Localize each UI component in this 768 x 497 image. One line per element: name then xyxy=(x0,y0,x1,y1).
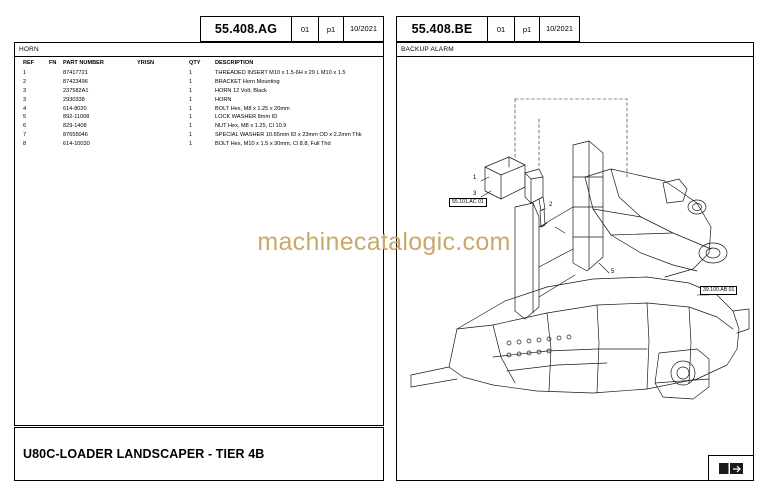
cell-ref: 3 xyxy=(23,96,27,103)
book-arrow-icon xyxy=(717,460,745,476)
loader-frame-drawing xyxy=(397,57,753,462)
cell-ref: 8 xyxy=(23,140,27,147)
cell-ref: 6 xyxy=(23,123,27,130)
cell-qty: 1 xyxy=(189,79,193,86)
cell-description: BOLT Hex, M10 x 1.5 x 30mm, Cl 8.8, Full Thd xyxy=(215,140,331,147)
cell-ref: 5 xyxy=(23,114,27,121)
cell-fn xyxy=(49,78,63,87)
cell-fn xyxy=(49,130,63,139)
cell-yrisn xyxy=(137,78,189,87)
left-header-block xyxy=(200,16,384,42)
cell-description: NUT Hex, M8 x 1.25, Cl 10.9 xyxy=(215,123,287,130)
parts-table xyxy=(15,60,383,148)
cell-yrisn xyxy=(137,130,189,139)
table-row xyxy=(15,69,383,78)
figure-item-number: 1 xyxy=(473,175,477,181)
cell-part-number: 237582A1 xyxy=(63,87,89,94)
left-header-revision: 01 xyxy=(291,17,318,41)
left-section-title: HORN xyxy=(19,46,39,53)
left-header-date: 10/2021 xyxy=(343,17,383,41)
cell-description: BOLT Hex, M8 x 1.25 x 20mm xyxy=(215,105,290,112)
cell-ref: 1 xyxy=(23,70,27,77)
cell-qty: 1 xyxy=(189,131,193,138)
cell-part-number: 87423496 xyxy=(63,79,88,86)
cell-part-number: 829-1408 xyxy=(63,123,87,130)
table-row xyxy=(15,95,383,104)
cell-fn xyxy=(49,104,63,113)
cell-description: HORN xyxy=(215,96,232,103)
cell-ref: 7 xyxy=(23,131,27,138)
cell-ref: 3 xyxy=(23,87,27,94)
cell-qty: 1 xyxy=(189,123,193,130)
cell-qty: 1 xyxy=(189,105,193,112)
table-row xyxy=(15,87,383,96)
cell-ref: 2 xyxy=(23,79,27,86)
cell-fn xyxy=(49,69,63,78)
cell-qty: 1 xyxy=(189,114,193,121)
cell-yrisn xyxy=(137,95,189,104)
table-row xyxy=(15,122,383,131)
callout-reference-55-101-ac-01[interactable]: 55.101.AC 01 xyxy=(449,198,487,207)
right-header-revision: 01 xyxy=(487,17,514,41)
figure-area xyxy=(397,57,753,462)
cell-yrisn xyxy=(137,139,189,148)
table-row xyxy=(15,78,383,87)
col-header-qty: QTY xyxy=(189,60,201,66)
cell-yrisn xyxy=(137,87,189,96)
cell-fn xyxy=(49,122,63,131)
cell-part-number: 2930338 xyxy=(63,96,85,103)
document-title-bar xyxy=(14,427,384,481)
page-title: U80C-LOADER LANDSCAPER - TIER 4B xyxy=(23,447,265,461)
left-title-divider xyxy=(15,56,383,57)
figure-item-number: 3 xyxy=(473,191,477,197)
col-header-ref: REF xyxy=(23,60,35,66)
table-row xyxy=(15,113,383,122)
cell-ref: 4 xyxy=(23,105,27,112)
cell-part-number: 87417721 xyxy=(63,70,88,77)
right-section-title: BACKUP ALARM xyxy=(401,46,454,53)
right-header-block xyxy=(396,16,580,42)
callout-reference-39-100-ab-01[interactable]: 39.100.AB 01 xyxy=(700,286,737,295)
cell-fn xyxy=(49,139,63,148)
manual-reference-icon-box[interactable] xyxy=(708,455,754,481)
cell-part-number: 87655046 xyxy=(63,131,88,138)
cell-description: THREADED INSERT M10 x 1.5-6H x 29 L M10 x 1.5 xyxy=(215,70,346,77)
cell-qty: 1 xyxy=(189,96,193,103)
table-row xyxy=(15,104,383,113)
cell-yrisn xyxy=(137,104,189,113)
cell-qty: 1 xyxy=(189,140,193,147)
col-header-part-number: PART NUMBER xyxy=(63,60,104,66)
cell-description: HORN 12 Volt, Black xyxy=(215,87,267,94)
right-header-date: 10/2021 xyxy=(539,17,579,41)
left-header-page: p1 xyxy=(318,17,343,41)
cell-qty: 1 xyxy=(189,87,193,94)
col-header-fn: FN xyxy=(49,60,57,66)
cell-part-number: 614-8020 xyxy=(63,105,87,112)
left-body xyxy=(14,42,384,426)
table-header-row xyxy=(15,60,383,69)
cell-qty: 1 xyxy=(189,70,193,77)
cell-description: BRACKET Horn Mounting xyxy=(215,79,280,86)
cell-description: LOCK WASHER 8mm ID xyxy=(215,114,278,121)
cell-description: SPECIAL WASHER 10.65mm ID x 23mm OD x 2.2mm Thk xyxy=(215,131,362,138)
figure-item-number: 5 xyxy=(611,269,615,275)
cell-yrisn xyxy=(137,122,189,131)
right-header-page: p1 xyxy=(514,17,539,41)
cell-part-number: 892-11008 xyxy=(63,114,90,121)
col-header-yrisn: YRISN xyxy=(137,60,155,66)
left-sheet xyxy=(14,16,384,481)
table-row xyxy=(15,130,383,139)
cell-yrisn xyxy=(137,113,189,122)
table-row xyxy=(15,139,383,148)
cell-yrisn xyxy=(137,69,189,78)
right-section-code: 55.408.BE xyxy=(411,22,473,36)
cell-part-number: 614-10030 xyxy=(63,140,90,147)
left-section-code: 55.408.AG xyxy=(214,22,278,36)
cell-fn xyxy=(49,113,63,122)
col-header-description: DESCRIPTION xyxy=(215,60,254,66)
watermark: machinecatalogic.com xyxy=(257,228,511,256)
right-body xyxy=(396,42,754,481)
cell-fn xyxy=(49,87,63,96)
cell-fn xyxy=(49,95,63,104)
right-sheet xyxy=(396,16,754,481)
figure-item-number: 2 xyxy=(549,202,553,208)
parts-table-body xyxy=(15,69,383,148)
